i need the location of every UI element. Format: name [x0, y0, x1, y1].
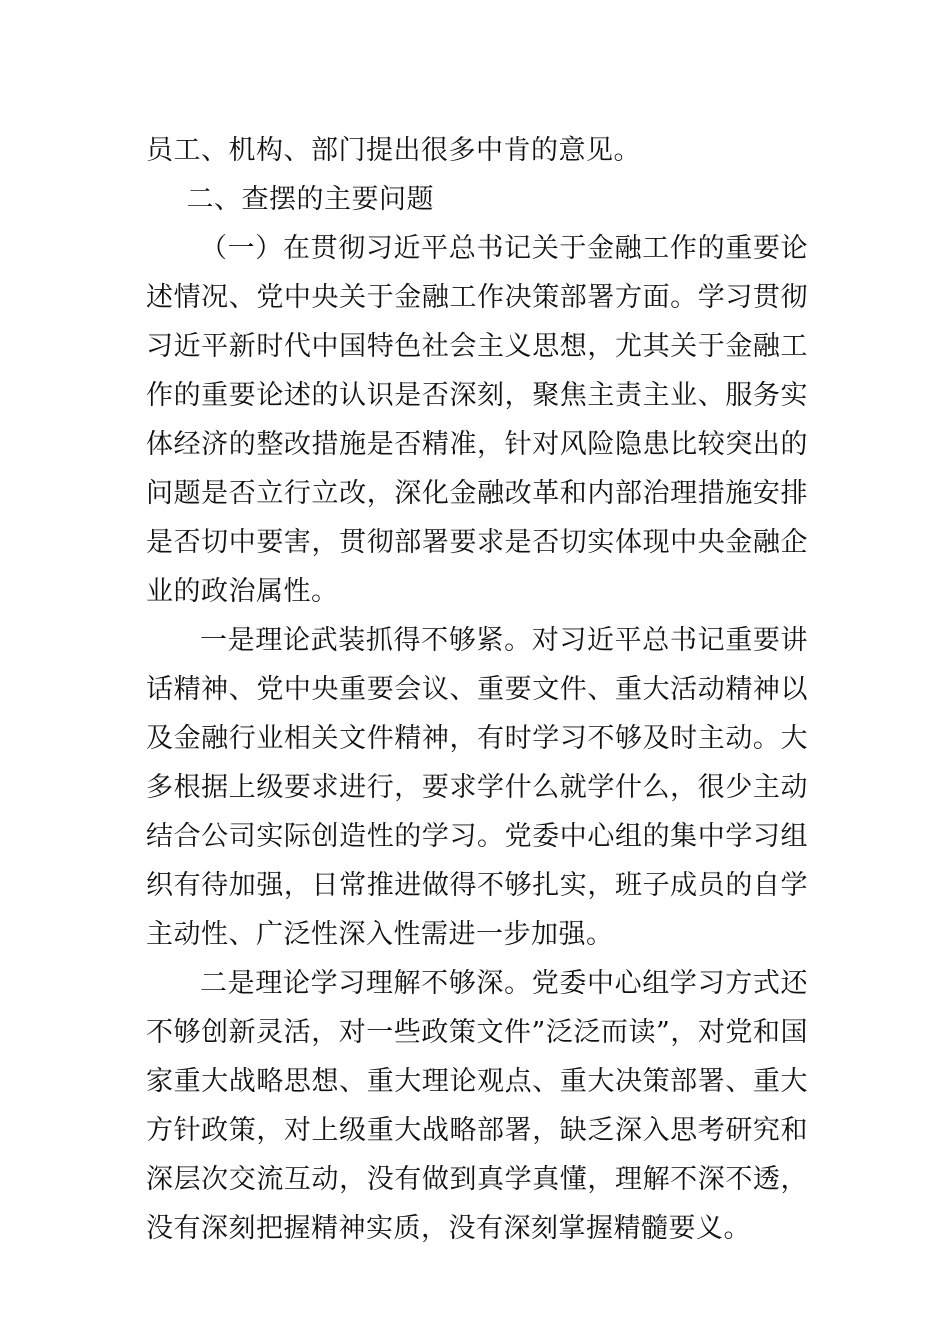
paragraph-continuation: 员工、机构、部门提出很多中肯的意见。	[146, 135, 641, 166]
section-heading: 二、查摆的主要问题	[186, 184, 434, 215]
paragraph-issue-one: 一是理论武装抓得不够紧。对习近平总书记重要讲话精神、党中央重要会议、重要文件、重大活动精神以及金融行业相关文件精神，有时学习不够及时主动。大多根据上级要求进行，要求学什么就学什么，很少主动结合公司实际创造性的学习。党委中心组的集中学习组织有待加强，日常推进做得不够扎实，班子成员的自学主动性、广泛性深入性需进一步加强。	[146, 625, 808, 950]
paragraph-subsection-one: （一）在贯彻习近平总书记关于金融工作的重要论述情况、党中央关于金融工作决策部署方面。学习贯彻习近平新时代中国特色社会主义思想，尤其关于金融工作的重要论述的认识是否深刻，聚焦主责主业、服务实体经济的整改措施是否精准，针对风险隐患比较突出的问题是否立行立改，深化金融改革和内部治理措施安排是否切中要害，贯彻部署要求是否切实体现中央金融企业的政治属性。	[146, 233, 808, 607]
document-body	[146, 126, 808, 1253]
paragraph-issue-two: 二是理论学习理解不够深。党委中心组学习方式还不够创新灵活，对一些政策文件”泛泛而读”，对党和国家重大战略思想、重大理论观点、重大决策部署、重大方针政策，对上级重大战略部署，缺乏深入思考研究和深层次交流互动，没有做到真学真懂，理解不深不透，没有深刻把握精神实质，没有深刻掌握精髓要义。	[146, 968, 808, 1244]
